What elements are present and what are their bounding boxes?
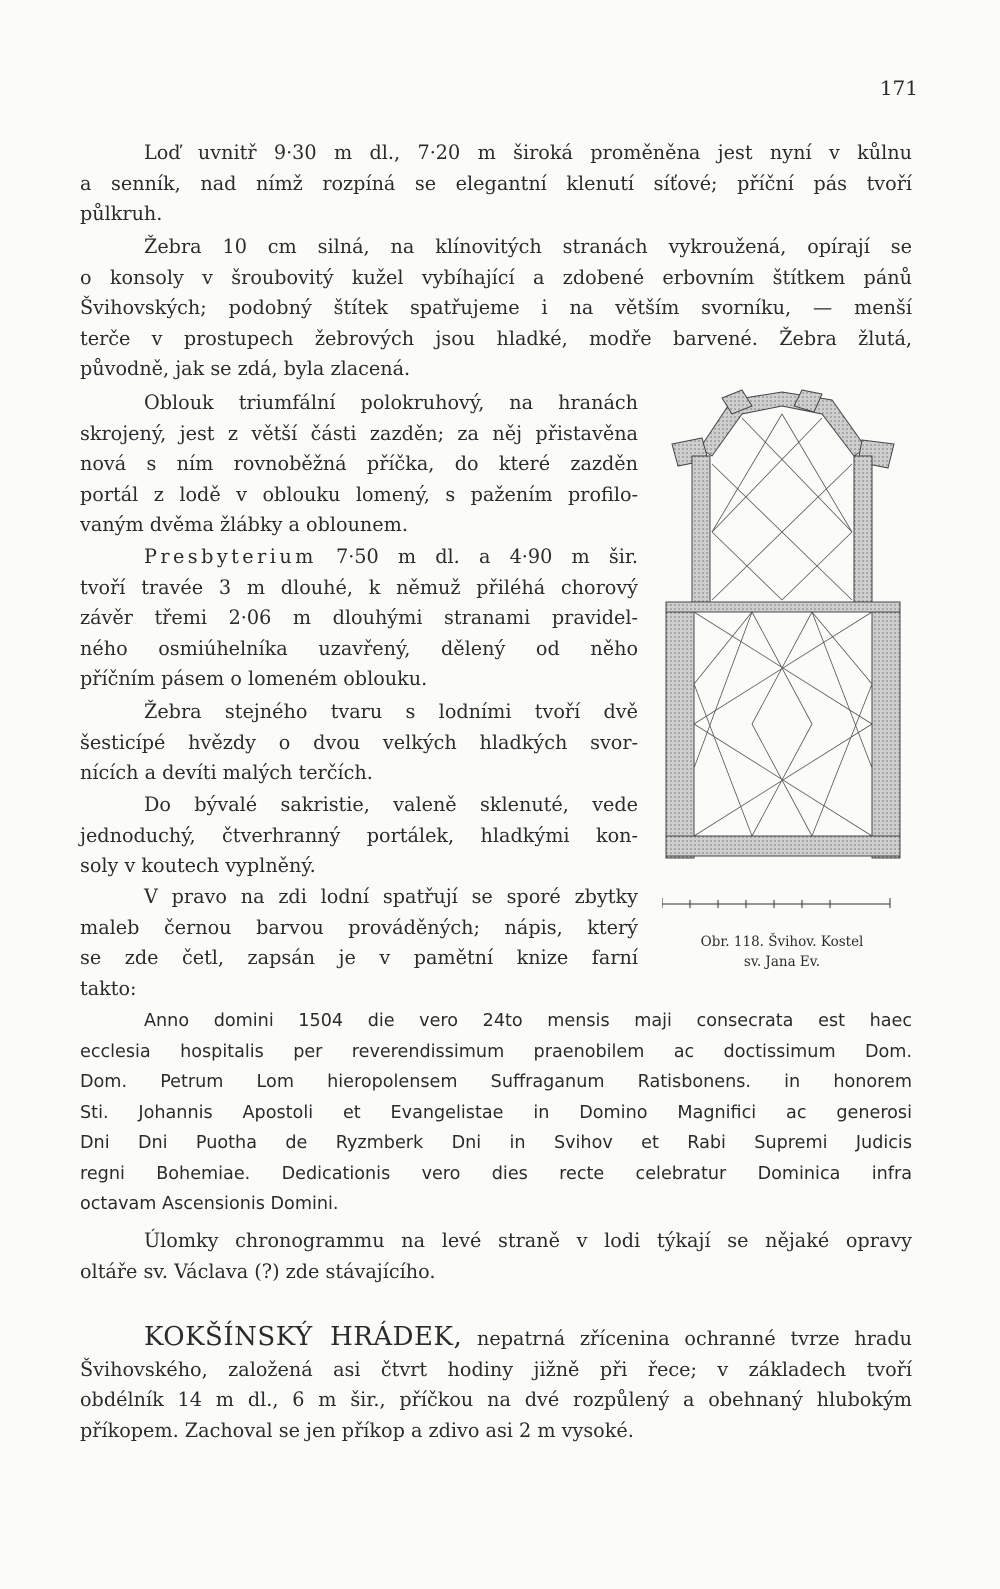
text-line: nících a devíti malých terčích. (80, 761, 373, 784)
text-line: skrojený, jest z větší části zazděn; za něj přistavěna (80, 421, 638, 445)
text-line: Žebra 10 cm silná, na klínovitých stranách vykroužená, opírají se (144, 235, 912, 258)
text-line: o konsoly v šroubovitý kužel vybíhající a zdobené erbovním štítkem pánů (80, 265, 912, 289)
text-line: Anno domini 1504 die vero 24to mensis maji consecrata est haec (144, 1011, 912, 1031)
text-line: Oblouk triumfální polokruhový, na hranách (144, 391, 638, 414)
paragraph-koksinsky-hradek (80, 1322, 912, 1446)
text-line: původně, jak se zdá, byla zlacená. (80, 357, 411, 380)
text-line: Žebra stejného tvaru s lodními tvoří dvě (144, 700, 638, 723)
text-line: Úlomky chronogrammu na levé straně v lodi týkají se nějaké opravy (144, 1229, 912, 1252)
text-line: Dni Dni Puotha de Ryzmberk Dni in Svihov et Rabi Supremi Judicis (80, 1133, 912, 1153)
paragraph-paintings (80, 882, 638, 1004)
text-line: oltáře sv. Václava (?) zde stávajícího. (80, 1259, 436, 1283)
text-line: Presbyterium 7·50 m dl. a 4·90 m šir. (144, 545, 638, 568)
text-line: a senník, nad nímž rozpíná se elegantní klenutí síťové; příční pás tvoří (80, 171, 912, 195)
vault-ribs (694, 414, 872, 836)
text-line (80, 1322, 912, 1355)
text-line: tvoří travée 3 m dlouhé, k němuž přiléhá chorový (80, 575, 638, 599)
paragraph-nave (80, 138, 912, 230)
text-line: Sti. Johannis Apostoli et Evangelistae in Domino Magnifici ac generosi (80, 1102, 912, 1123)
page-number: 171 (879, 76, 918, 100)
caption-line: Obr. 118. Švihov. Kostel (700, 934, 864, 950)
text-line: maleb černou barvou prováděných; nápis, který (80, 915, 638, 939)
text-line: vaným dvěma žlábky a oblounem. (80, 513, 408, 536)
text-line: obdélník 14 m dl., 6 m šir., příčkou na dvé rozpůlený a obehnaný hlubokým (80, 1388, 912, 1411)
paragraph-chronogram (80, 1226, 912, 1287)
text-line: ecclesia hospitalis per reverendissimum praenobilem ac doctissimum Dom. (80, 1041, 912, 1062)
paragraph-presbytery (80, 542, 638, 695)
text-line: závěr třemi 2·06 m dlouhými stranami pravidel- (80, 606, 638, 629)
church-floor-plan-figure (662, 384, 912, 984)
text-line: Švihovského, založená asi čtvrt hodiny jižně při řece; v základech tvoří (80, 1357, 912, 1381)
text-line: Loď uvnitř 9·30 m dl., 7·20 m široká proměněna jest nyní v kůlnu (144, 141, 912, 164)
text-line: ného osmiúhelníka uzavřený, dělený od něho (80, 636, 638, 660)
text-line: terče v prostupech žebrových jsou hladké, modře barvené. Žebra žlutá, (80, 326, 912, 350)
text-line: jednoduchý, čtverhranný portálek, hladkými kon- (80, 823, 638, 847)
section-heading: KOKŠÍNSKÝ HRÁDEK, (144, 1322, 463, 1352)
term-presbyterium: Presbyterium (144, 545, 317, 568)
text-line: octavam Ascensionis Domini. (80, 1194, 339, 1214)
floor-plan-drawing (662, 384, 912, 924)
text-line: regni Bohemiae. Dedicationis vero dies recte celebratur Dominica infra (80, 1163, 912, 1184)
text-line: takto: (80, 976, 137, 1000)
scale-bar (662, 898, 890, 908)
text-line: příkopem. Zachoval se jen příkop a zdivo asi 2 m vysoké. (80, 1418, 634, 1442)
inscription-text (80, 1006, 912, 1220)
apse-walls (672, 390, 894, 608)
text-line: soly v koutech vyplněný. (80, 854, 316, 877)
caption-line: sv. Jana Ev. (743, 954, 821, 970)
text-line: Švihovských; podobný štítek spatřujeme i na větším svorníku, — menší (80, 296, 912, 319)
text-line: nová s ním rovnoběžná příčka, do které zazděn (80, 452, 638, 475)
paragraph-triumphal-arch (80, 388, 638, 541)
text-line: šesticípé hvězdy o dvou velkých hladkých svor- (80, 730, 638, 754)
text-line: půlkruh. (80, 202, 163, 225)
text-line: příčním pásem o lomeném oblouku. (80, 667, 428, 690)
text-span: nepatrná zřícenina ochranné tvrze hradu (477, 1327, 912, 1350)
text-line: se zde četl, zapsán je v pamětní knize farní (80, 946, 638, 969)
text-line: Do bývalé sakristie, valeně sklenuté, vede (144, 793, 638, 816)
text-line: V pravo na zdi lodní spatřují se sporé zbytky (144, 885, 638, 908)
figure-caption (662, 932, 902, 972)
text-line: portál z lodě v oblouku lomený, s pažením profilo- (80, 482, 638, 506)
paragraph-sacristy (80, 790, 638, 882)
nave-walls (666, 602, 900, 858)
paragraph-ribs (80, 232, 912, 385)
text-line: Dom. Petrum Lom hieropolensem Suffraganum Ratisbonens. in honorem (80, 1072, 912, 1092)
paragraph-presbytery-ribs (80, 697, 638, 789)
